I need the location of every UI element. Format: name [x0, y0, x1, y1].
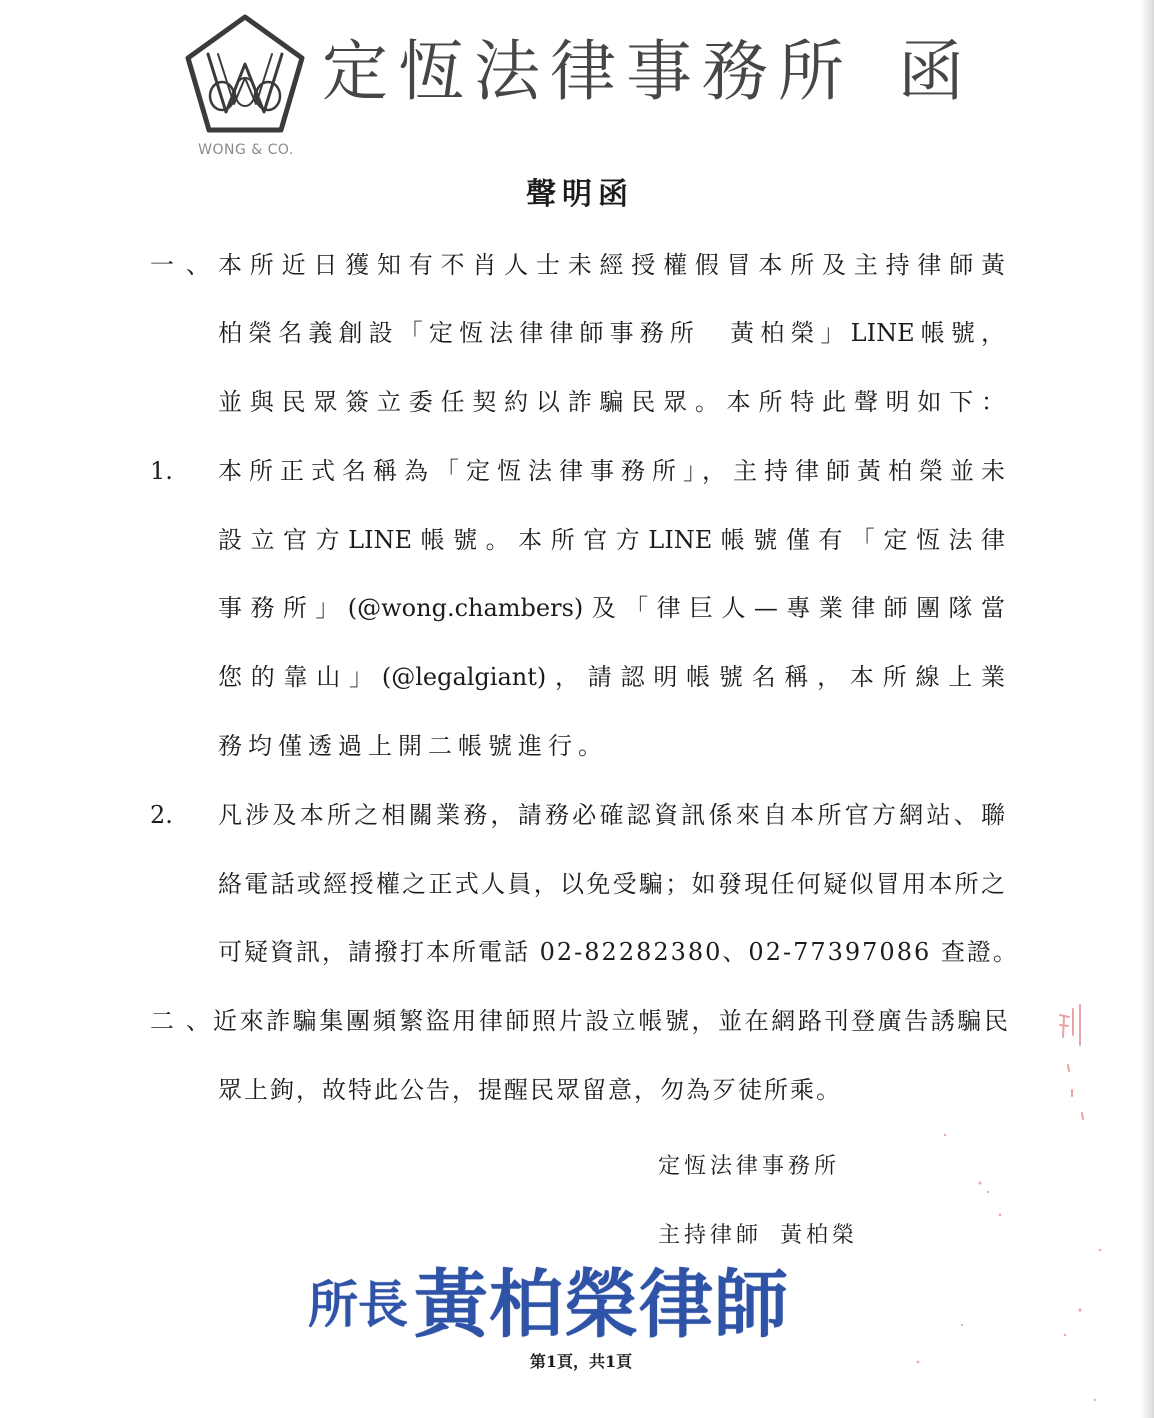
paragraph-line: 並與民眾簽立委任契約以詐騙民眾。本所特此聲明如下：: [218, 388, 1005, 416]
paragraph-line: 您的靠山」(@legalgiant)，請認明帳號名稱，本所線上業: [218, 663, 1005, 691]
document-title: 聲明函: [526, 177, 634, 212]
paragraph-line: 本所近日獲知有不肖人士未經授權假冒本所及主持律師黃: [218, 251, 1005, 279]
logo-pentagon-outline: [188, 17, 302, 130]
red-seal-fragment-icon: [1038, 995, 1098, 1135]
paragraph-line: 凡涉及本所之相關業務，請務必確認資訊係來自本所官方網站、聯: [218, 801, 1005, 829]
logo-w-mark: [208, 54, 282, 112]
red-ink-specks: [900, 1120, 1120, 1410]
letterhead-firm-name: 定恆法律事務所: [322, 33, 854, 110]
paragraph-line: 本所正式名稱為「定恆法律事務所」，主持律師黃柏榮並未: [218, 457, 1005, 485]
paragraph-line: 務均僅透過上開二帳號進行。: [218, 732, 608, 760]
director-stamp: [308, 1259, 789, 1351]
paragraph-line: 可疑資訊，請撥打本所電話 02-82282380、02-77397086 查證。: [218, 938, 1019, 966]
signature-firm: 定恆法律事務所: [658, 1154, 841, 1179]
paragraph-line: 絡電話或經授權之正式人員，以免受騙；如發現任何疑似冒用本所之: [218, 870, 1005, 898]
section-marker: 一、: [150, 251, 222, 279]
item-marker: 1.: [150, 457, 173, 485]
logo-wordmark: WONG & CO.: [198, 142, 294, 158]
page-edge-shadow: [1140, 0, 1154, 1418]
signature-role: 主持律師: [658, 1223, 763, 1248]
stamp-title: 所長: [308, 1275, 408, 1334]
paragraph-line: 柏榮名義創設「定恆法律律師事務所 黃柏榮」LINE帳號，: [218, 319, 1005, 347]
page-number: 第1頁，共1頁: [529, 1352, 633, 1371]
letterhead-letter-mark: 函: [898, 33, 964, 110]
signature-attorney-line: [658, 1219, 858, 1253]
stamp-name: 黃柏榮律師: [414, 1262, 789, 1348]
section-marker: 二、: [150, 1007, 222, 1035]
signature-name: 黃柏榮: [780, 1223, 859, 1248]
paragraph-line: 事務所」(@wong.chambers)及「律巨人—專業律師團隊當: [218, 594, 1005, 622]
paragraph-line: 近來詐騙集團頻繁盜用律師照片設立帳號，並在網路刊登廣告誘騙民: [213, 1007, 1008, 1035]
paragraph-line: 眾上鉤，故特此公告，提醒民眾留意，勿為歹徒所乘。: [218, 1076, 842, 1104]
paragraph-line: 設立官方LINE帳號。本所官方LINE帳號僅有「定恆法律: [218, 526, 1005, 554]
item-marker: 2.: [150, 801, 173, 829]
pentagon-w-logo-icon: [182, 12, 308, 138]
